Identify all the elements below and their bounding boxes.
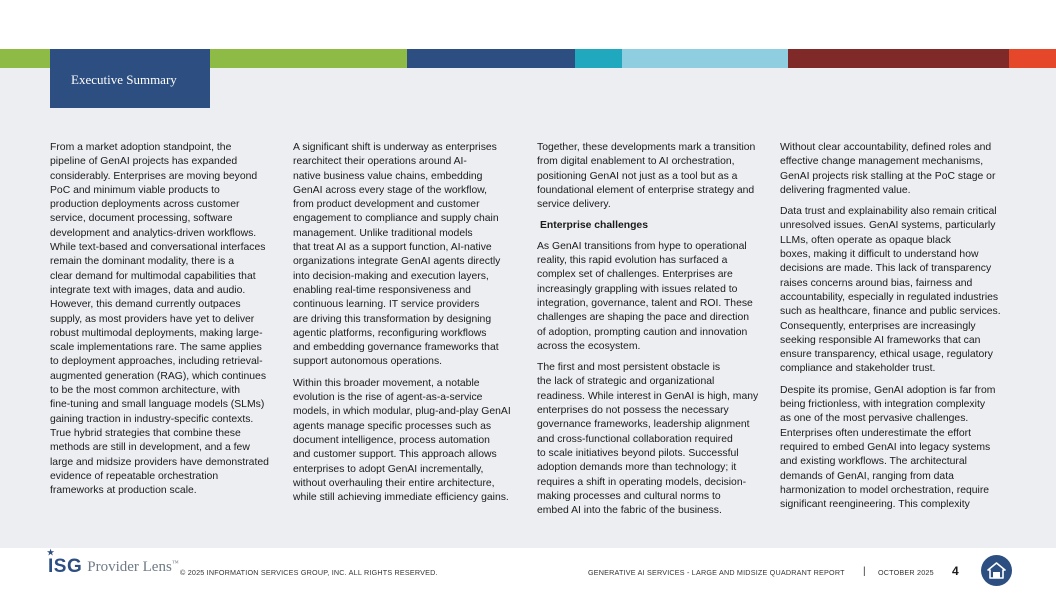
text-column-3 xyxy=(537,141,765,525)
isg-logo-mark xyxy=(47,548,83,578)
home-icon xyxy=(987,562,1006,579)
text-line: service delivery. xyxy=(537,199,611,211)
text-line: considerably. Enterprises are moving beyond xyxy=(50,170,258,182)
text-line: GenAI projects risk stalling at the PoC stage or xyxy=(780,170,996,182)
text-line: frameworks at production scale. xyxy=(50,485,197,497)
text-line: Despite its promise, GenAI adoption is far from xyxy=(780,384,996,396)
text-line: adoption demands more than technology; it xyxy=(537,462,737,474)
isg-provider-lens-logo[interactable] xyxy=(47,548,179,578)
text-line: decisions are made. This lack of transparency xyxy=(780,263,992,275)
text-line: boxes, making it difficult to understand how xyxy=(780,249,979,261)
text-line: rearchitect their operations around AI- xyxy=(293,156,467,168)
text-line: such as healthcare, finance and public services. xyxy=(780,306,1001,318)
text-line: continuous learning. IT service providers xyxy=(293,299,480,311)
text-line: and embedding governance frameworks that xyxy=(293,342,499,354)
text-line: the lack of strategic and organizational xyxy=(537,376,715,388)
text-line: challenges are shaping the pace and direction xyxy=(537,312,750,324)
text-line: positioning GenAI not just as a tool but as a xyxy=(537,170,738,182)
text-line: support autonomous operations. xyxy=(293,356,443,368)
home-button[interactable] xyxy=(981,555,1012,586)
text-line: across the ecosystem. xyxy=(537,340,641,352)
text-line: required to embed GenAI into legacy systems xyxy=(780,441,991,453)
text-line: making processes and cultural norms to xyxy=(537,490,721,502)
text-line: to deployment approaches, including retrieval- xyxy=(50,356,263,368)
text-line: to scale initiatives beyond pilots. Successful xyxy=(537,447,739,459)
text-line: and cross-functional collaboration required xyxy=(537,433,733,445)
text-line: governance frameworks, leadership alignment xyxy=(537,419,750,431)
provider-lens-text: Provider Lens xyxy=(87,558,172,575)
star-icon: ★ xyxy=(47,548,55,557)
text-line: of adoption, prompting caution and innovation xyxy=(537,326,748,338)
report-title: GENERATIVE AI SERVICES - LARGE AND MIDSIZE QUADRANT REPORT xyxy=(588,568,845,577)
text-line: that treat AI as a support function, AI-native xyxy=(293,242,492,254)
text-line: methods are still in development, and a few xyxy=(50,442,250,454)
text-line: and customer support. This approach allows xyxy=(293,449,497,461)
text-line: are driving this transformation by designing xyxy=(293,313,492,325)
text-line: significant reengineering. This complexity xyxy=(780,499,970,511)
text-line: GenAI across every stage of the workflow, xyxy=(293,184,488,196)
text-line: compliance and stakeholder trust. xyxy=(780,363,936,375)
text-line: evolution is the rise of agent-as-a-service xyxy=(293,392,483,404)
paragraph xyxy=(50,141,278,498)
text-line: True hybrid strategies that combine these xyxy=(50,427,241,439)
text-line: integrate text with images, data and audio. xyxy=(50,284,246,296)
footer-separator: | xyxy=(863,566,866,577)
text-line: unresolved issues. GenAI systems, particularly xyxy=(780,220,996,232)
text-line: As GenAI transitions from hype to operational xyxy=(537,240,747,252)
header-stripe-navy xyxy=(407,49,575,68)
subheading-enterprise-challenges: Enterprise challenges xyxy=(540,220,648,232)
text-line: scale implementations rare. The same applies xyxy=(50,342,262,354)
provider-lens-logo-text xyxy=(87,559,178,576)
paragraph xyxy=(780,205,1008,377)
text-line: being frictionless, with integration complexity xyxy=(780,399,986,411)
text-line: delivering fragmented value. xyxy=(780,184,911,196)
text-line: enterprises to adopt GenAI incrementally, xyxy=(293,463,484,475)
text-line: remain the dominant modality, there is a xyxy=(50,256,235,268)
text-line: native business value chains, embedding xyxy=(293,170,483,182)
text-line: ensure transparency, ethical usage, regulatory xyxy=(780,349,993,361)
text-line: While text-based and conversational interfaces xyxy=(50,242,266,254)
header-stripe-dark-red xyxy=(788,49,1009,68)
text-column-4 xyxy=(780,141,1008,519)
header-stripe-light-blue xyxy=(622,49,788,68)
text-line: engagement to compliance and supply chain xyxy=(293,213,499,225)
paragraph xyxy=(537,240,765,354)
text-line: Within this broader movement, a notable xyxy=(293,377,480,389)
text-line: enabling real-time responsiveness and xyxy=(293,284,471,296)
text-line: development and analytics-driven workflows. xyxy=(50,227,257,239)
text-line: fine-tuning and small language models (SLMs) xyxy=(50,399,265,411)
section-tab[interactable] xyxy=(50,49,210,108)
text-line: from digital enablement to AI orchestration, xyxy=(537,156,735,168)
text-line: However, this demand currently outpaces xyxy=(50,299,241,311)
text-line: into decision-making and execution layers, xyxy=(293,270,489,282)
text-line: raises concerns around bias, fairness and xyxy=(780,277,973,289)
text-line: enterprises do not possess the necessary xyxy=(537,405,729,417)
text-line: without overhauling their entire architecture, xyxy=(293,477,495,489)
text-line: and existing workflows. The architectural xyxy=(780,456,967,468)
text-line: A significant shift is underway as enterprises xyxy=(293,142,497,153)
text-line: large and midsize providers have demonstrated xyxy=(50,456,269,468)
text-line: supply, as most providers have yet to deliver xyxy=(50,313,255,325)
text-line: to be the most common architecture, with xyxy=(50,385,240,397)
text-line: reality, this rapid evolution has surfaced a xyxy=(537,255,728,267)
report-date: OCTOBER 2025 xyxy=(878,568,934,577)
text-line: robust multimodal deployments, making large- xyxy=(50,327,263,339)
paragraph xyxy=(537,141,765,212)
paragraph xyxy=(537,361,765,518)
text-line: production deployments across customer xyxy=(50,199,240,211)
text-line: document intelligence, process automation xyxy=(293,434,490,446)
text-line: demands of GenAI, ranging from data xyxy=(780,470,954,482)
header-stripe-teal xyxy=(575,49,622,68)
text-line: PoC and minimum viable products to xyxy=(50,184,220,196)
text-line: From a market adoption standpoint, the xyxy=(50,142,232,153)
text-line: evidence of repeatable orchestration xyxy=(50,470,219,482)
text-line: accountability, especially in regulated industries xyxy=(780,291,999,303)
text-line: management. Unlike traditional models xyxy=(293,227,473,239)
paragraph xyxy=(293,141,521,370)
text-line: clear demand for multimodal capabilities that xyxy=(50,270,256,282)
text-column-2 xyxy=(293,141,521,512)
text-line: models, in which modular, plug-and-play GenAI xyxy=(293,406,511,418)
text-line: increasingly grappling with issues related to xyxy=(537,283,738,295)
text-line: from product development and customer xyxy=(293,199,480,211)
text-line: The first and most persistent obstacle is xyxy=(537,362,721,374)
isg-logo-text: ISG xyxy=(48,556,83,577)
paragraph xyxy=(293,377,521,506)
page-number: 4 xyxy=(952,564,959,578)
text-line: effective change management mechanisms, xyxy=(780,156,984,168)
text-line: service, document processing, software xyxy=(50,213,233,225)
text-line: Enterprises often underestimate the effort xyxy=(780,427,971,439)
text-line: agentic platforms, reconfiguring workflows xyxy=(293,327,487,339)
text-line: readiness. While interest in GenAI is high, many xyxy=(537,390,759,402)
paragraph xyxy=(780,384,1008,513)
text-line: Without clear accountability, defined roles and xyxy=(780,142,992,153)
text-line: requires a shift in operating models, decision- xyxy=(537,476,747,488)
text-line: integration, governance, talent and ROI. These xyxy=(537,297,753,309)
text-line: Data trust and explainability also remain critical xyxy=(780,206,997,218)
text-line: Together, these developments mark a transition xyxy=(537,142,756,153)
text-line: complex set of challenges. Enterprises are xyxy=(537,269,733,281)
text-column-1 xyxy=(50,141,278,505)
text-line: as one of the most pervasive challenges. xyxy=(780,413,969,425)
text-line: gaining traction in industry-specific contexts. xyxy=(50,413,254,425)
text-line: foundational element of enterprise strategy and xyxy=(537,184,755,196)
text-line: Consequently, enterprises are increasingly xyxy=(780,320,976,332)
text-line: LLMs, often operate as opaque black xyxy=(780,234,951,246)
text-line: augmented generation (RAG), which continues xyxy=(50,370,267,382)
copyright-notice: © 2025 INFORMATION SERVICES GROUP, INC. ALL RIGHTS RESERVED. xyxy=(180,568,438,577)
text-line: harmonization to model orchestration, require xyxy=(780,484,990,496)
text-line: agents manage specific processes such as xyxy=(293,420,492,432)
header-stripe-orange xyxy=(1009,49,1056,68)
text-line: organizations integrate GenAI agents directly xyxy=(293,256,501,268)
trademark-mark: ™ xyxy=(171,558,179,567)
text-line: embed AI into the fabric of the business. xyxy=(537,505,722,517)
section-tab-label: Executive Summary xyxy=(71,71,177,87)
top-margin xyxy=(0,0,1056,49)
text-line: pipeline of GenAI projects has expanded xyxy=(50,156,238,168)
text-line: seeking responsible AI frameworks that can xyxy=(780,334,981,346)
paragraph xyxy=(780,141,1008,198)
text-line: while still achieving immediate efficiency gains. xyxy=(293,492,509,504)
